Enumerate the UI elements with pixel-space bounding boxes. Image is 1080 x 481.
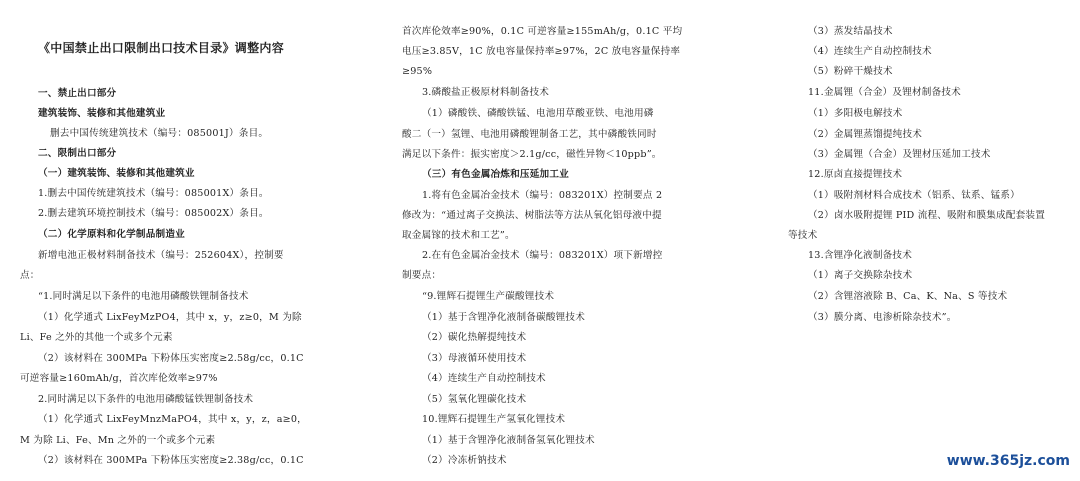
paragraph-line: 酸二（一）氢锂、电池用磷酸锂制备工艺，其中磷酸铁同时 [402, 129, 657, 140]
paragraph-line: （3）母液循环使用技术 [422, 353, 527, 364]
paragraph-line: 点： [20, 270, 40, 281]
paragraph-line: 满足以下条件：振实密度＞2.1g/cc，磁性异物＜10ppb”。 [402, 149, 662, 160]
subsection-heading: （二）化学原料和化学制品制造业 [38, 229, 185, 240]
paragraph-line: （2）冷冻析钠技术 [422, 455, 507, 466]
paragraph-line: （2）含锂溶液除 B、Ca、K、Na、S 等技术 [808, 291, 1008, 302]
section-heading: 二、限制出口部分 [38, 148, 117, 159]
paragraph-line: 电压≥3.85V，1C 放电容量保持率≥97%，2C 放电容量保持率 [402, 46, 681, 57]
subsection-heading: （三）有色金属冶炼和压延加工业 [422, 169, 569, 180]
section-heading: 一、禁止出口部分 [38, 88, 117, 99]
paragraph-line: 删去中国传统建筑技术（编号：085001J）条目。 [50, 128, 269, 139]
paragraph-line: （2）金属锂蒸馏提纯技术 [808, 129, 923, 140]
paragraph-line: （1）化学通式 LixFeyMzPO4，其中 x，y，z≥0，M 为除 [38, 312, 302, 323]
paragraph-line: （4）连续生产自动控制技术 [808, 46, 932, 57]
paragraph-line: 13.含锂净化液制备技术 [808, 250, 913, 261]
paragraph-line: 新增电池正极材料制备技术（编号：252604X），控制要 [38, 250, 284, 261]
paragraph-line: 10.锂辉石提锂生产氢氧化锂技术 [422, 414, 566, 425]
paragraph-line: “1.同时满足以下条件的电池用磷酸铁锂制备技术 [38, 291, 249, 302]
paragraph-line: （5）粉碎干燥技术 [808, 66, 893, 77]
paragraph-line: 2.在有色金属冶金技术（编号：083201X）项下新增控 [422, 250, 663, 261]
paragraph-line: Li、Fe 之外的其他一个或多个元素 [20, 332, 173, 343]
paragraph-line: （3）蒸发结晶技术 [808, 26, 893, 37]
paragraph-line: （2）卤水吸附提锂 PID 流程、吸附和膜集成配套装置 [808, 210, 1046, 221]
paragraph-line: 11.金属锂（合金）及锂材制备技术 [808, 87, 961, 98]
document-title: 《中国禁止出口限制出口技术目录》调整内容 [38, 41, 285, 55]
paragraph-line: （3）金属锂（合金）及锂材压延加工技术 [808, 149, 991, 160]
site-watermark: www.365jz.com [946, 453, 1070, 469]
paragraph-line: （2）碳化热解提纯技术 [422, 332, 527, 343]
paragraph-line: （1）多阳极电解技术 [808, 108, 903, 119]
paragraph-line: （5）氢氧化锂碳化技术 [422, 394, 527, 405]
paragraph-line: 可逆容量≥160mAh/g，首次库伦效率≥97% [20, 373, 218, 384]
paragraph-line: （1）化学通式 LixFeyMnzMaPO4，其中 x，y，z，a≥0， [38, 414, 307, 425]
paragraph-line: （1）基于含锂净化液制备氢氧化锂技术 [422, 435, 595, 446]
paragraph-line: 制要点： [402, 270, 442, 281]
paragraph-line: ≥95% [402, 66, 433, 77]
paragraph-line: （4）连续生产自动控制技术 [422, 373, 546, 384]
paragraph-line: 2.同时满足以下条件的电池用磷酸锰铁锂制备技术 [38, 394, 254, 405]
paragraph-line: （1）吸附剂材料合成技术（铝系、钛系、锰系） [808, 190, 1020, 201]
paragraph-line: 取金属镓的技术和工艺”。 [402, 230, 515, 241]
subsection-heading: 建筑装饰、装修和其他建筑业 [38, 108, 166, 119]
paragraph-line: （1）磷酸铁、磷酸铁锰、电池用草酸亚铁、电池用磷 [422, 108, 654, 119]
paragraph-line: （3）膜分离、电渗析除杂技术”。 [808, 312, 957, 323]
paragraph-line: （1）离子交换除杂技术 [808, 270, 913, 281]
paragraph-line: 12.原卤直接提锂技术 [808, 169, 903, 180]
paragraph-line: （2）该材料在 300MPa 下粉体压实密度≥2.38g/cc，0.1C [38, 455, 304, 466]
paragraph-line: 1.删去中国传统建筑技术（编号：085001X）条目。 [38, 188, 269, 199]
subsection-heading: （一）建筑装饰、装修和其他建筑业 [38, 168, 195, 179]
paragraph-line: 3.磷酸盐正极原材料制备技术 [422, 87, 550, 98]
paragraph-line: 2.删去建筑环境控制技术（编号：085002X）条目。 [38, 208, 269, 219]
paragraph-line: （1）基于含锂净化液制备碳酸锂技术 [422, 312, 586, 323]
paragraph-line: 首次库伦效率≥90%，0.1C 可逆容量≥155mAh/g，0.1C 平均 [402, 26, 683, 37]
paragraph-line: 修改为：“通过离子交换法、树脂法等方法从氧化铝母液中提 [402, 210, 662, 221]
paragraph-line: （2）该材料在 300MPa 下粉体压实密度≥2.58g/cc，0.1C [38, 353, 304, 364]
paragraph-line: 1.将有色金属冶金技术（编号：083201X）控制要点 2 [422, 190, 663, 201]
paragraph-line: “9.锂辉石提锂生产碳酸锂技术 [422, 291, 555, 302]
paragraph-line: 等技术 [788, 230, 818, 241]
paragraph-line: M 为除 Li、Fe、Mn 之外的一个或多个元素 [20, 435, 216, 446]
